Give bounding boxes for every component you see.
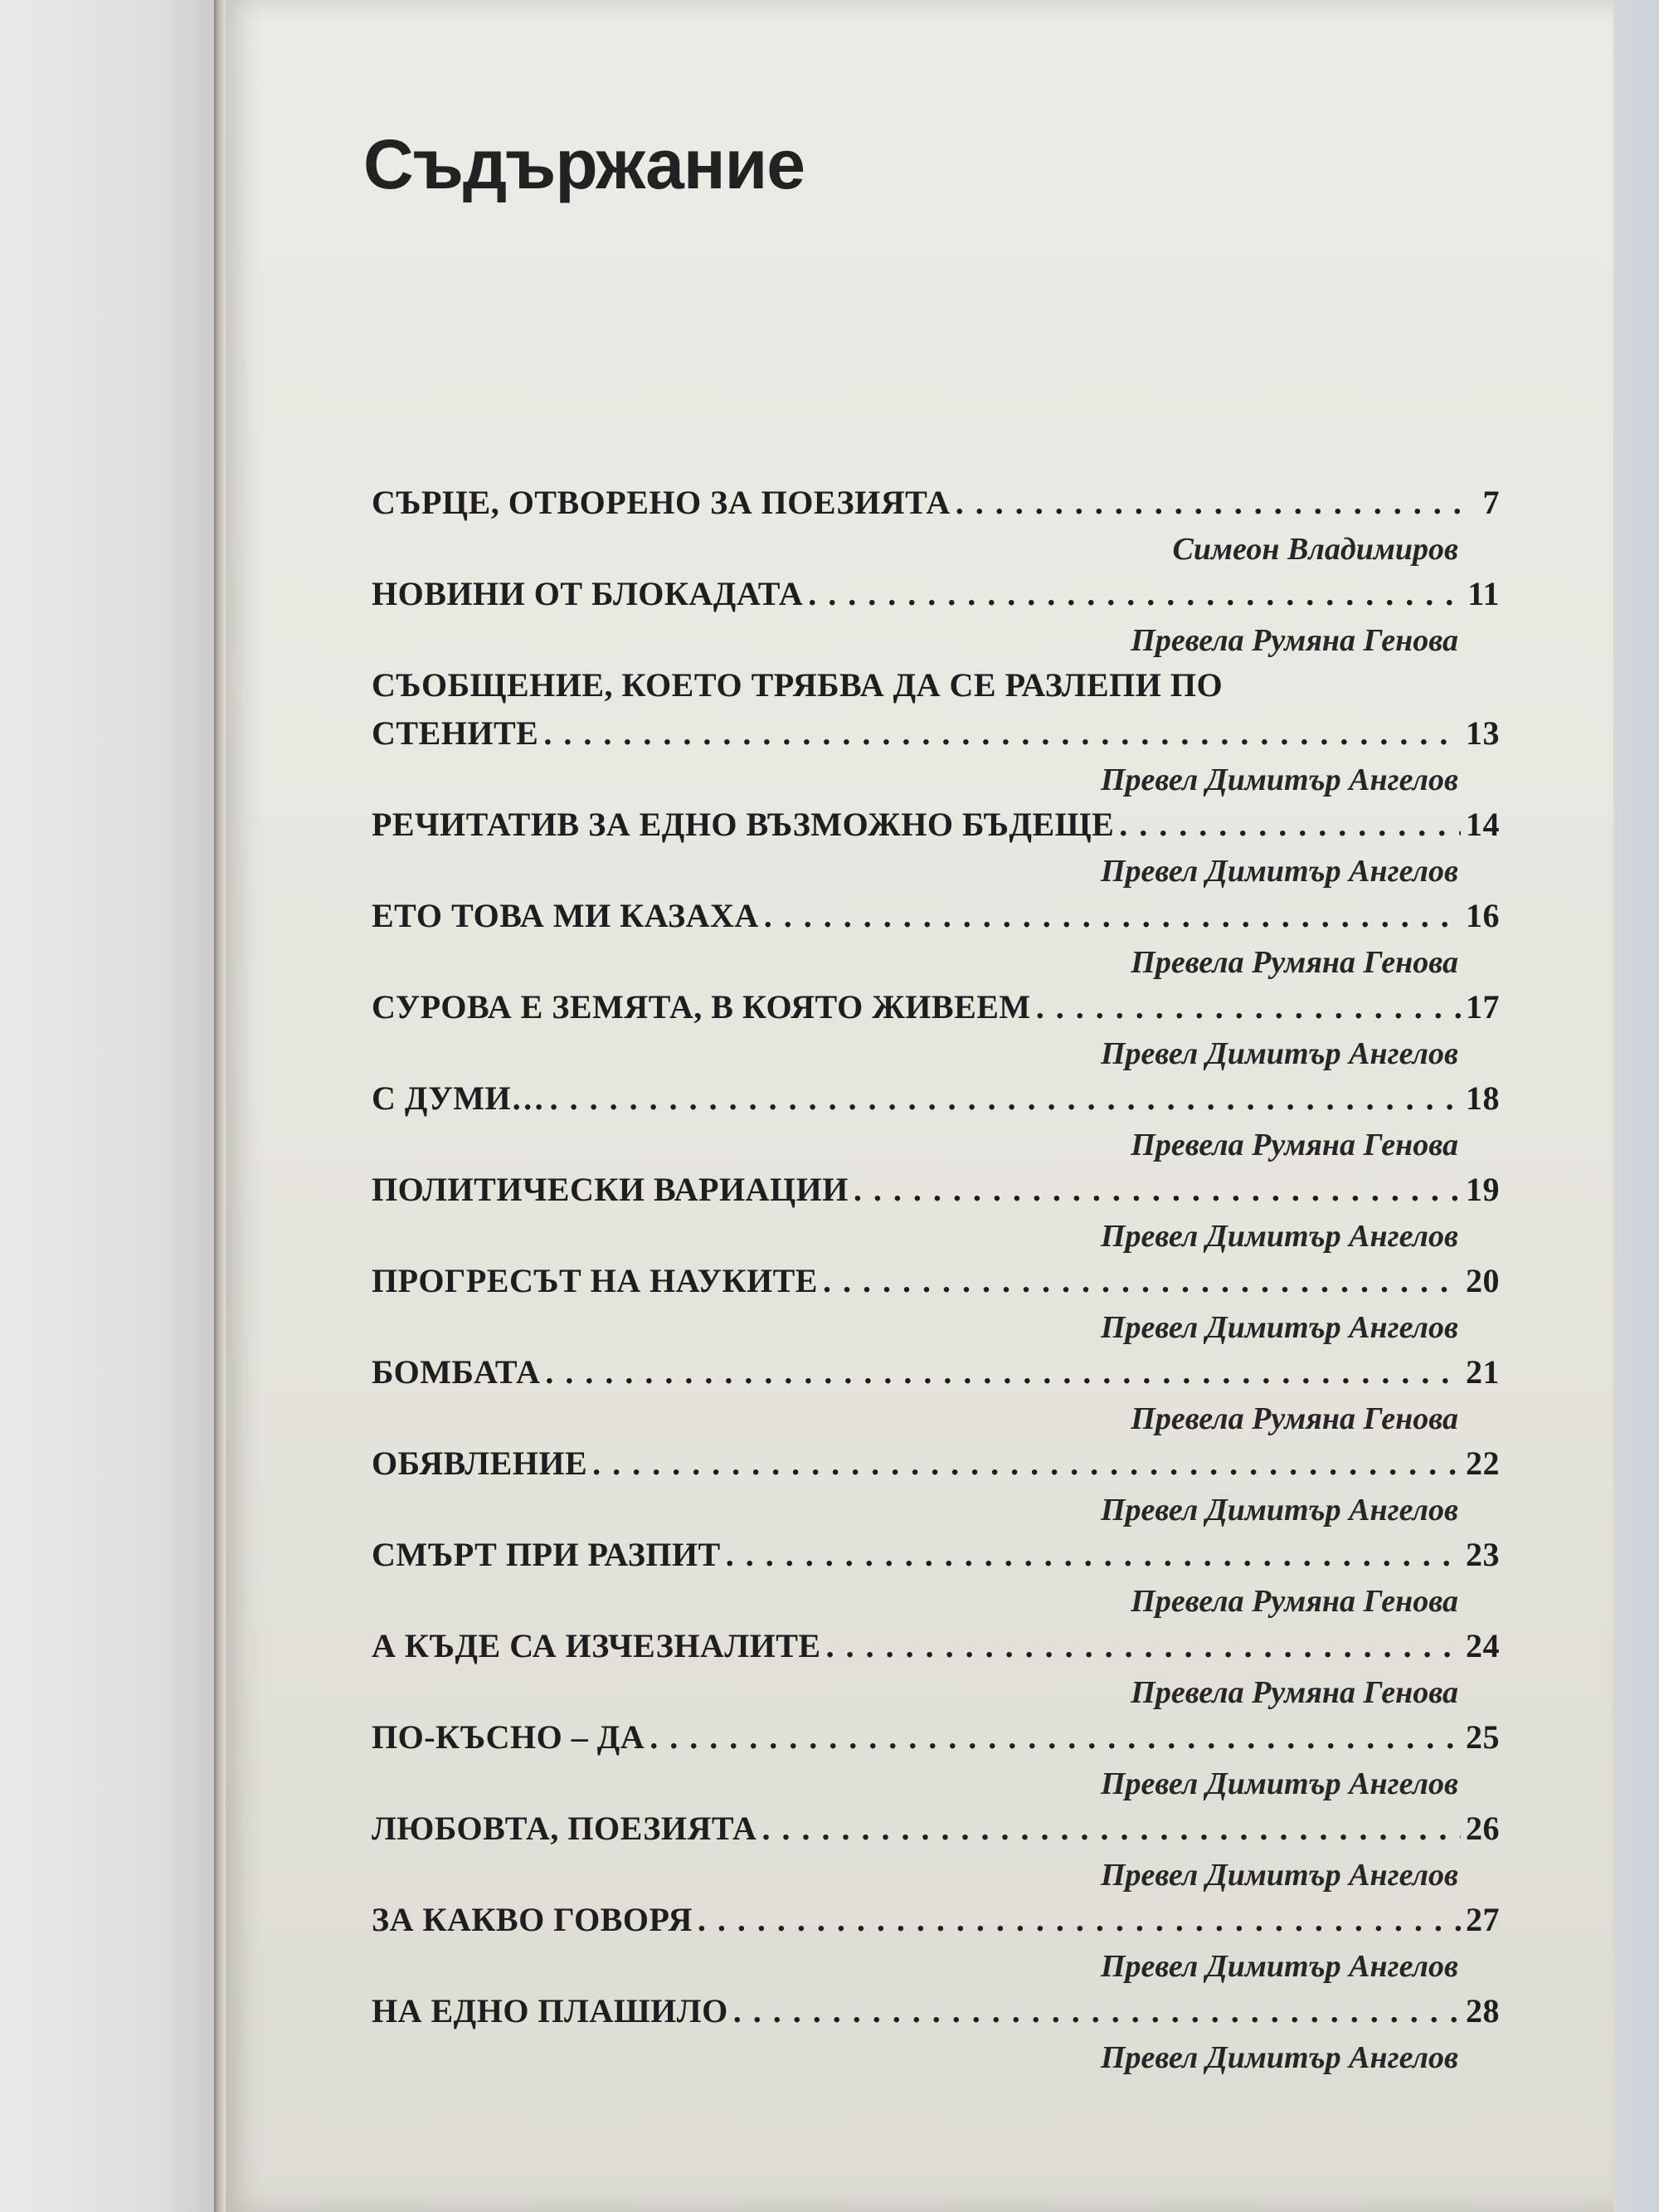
- entry-translator: Превела Румяна Генова: [1131, 623, 1458, 658]
- page-title: Съдържание: [363, 125, 805, 203]
- entry-translator: Превел Димитър Ангелов: [1100, 1858, 1458, 1893]
- dot-leader: [808, 574, 1462, 613]
- toc-entry: [372, 1170, 1500, 1261]
- toc-line: [372, 714, 1500, 762]
- entry-title: РЕЧИТАТИВ ЗА ЕДНО ВЪЗМОЖНО БЪДЕЩЕ: [372, 806, 1115, 843]
- toc-line: [372, 1626, 1500, 1674]
- toc-line: [372, 1717, 1500, 1766]
- dot-leader: [823, 1261, 1461, 1300]
- dot-leader: [698, 1900, 1461, 1939]
- entry-title: СУРОВА Е ЗЕМЯТА, В КОЯТО ЖИВЕЕМ: [372, 988, 1031, 1026]
- entry-title: ОБЯВЛЕНИЕ: [372, 1445, 588, 1482]
- dot-leader: [733, 1991, 1461, 2030]
- page-number: 20: [1466, 1262, 1500, 1299]
- left-page: [0, 0, 220, 2212]
- entry-translator: Превел Димитър Ангелов: [1100, 1766, 1458, 1801]
- entry-title-line1: СЪОБЩЕНИЕ, КОЕТО ТРЯБВА ДА СЕ РАЗЛЕПИ ПО: [372, 666, 1224, 704]
- toc-line: [372, 805, 1500, 853]
- entry-title: ЛЮБОВТА, ПОЕЗИЯТА: [372, 1810, 757, 1847]
- toc-line: [372, 1535, 1500, 1583]
- toc-entry: [372, 574, 1500, 665]
- page-number: 17: [1466, 988, 1500, 1026]
- page-number: 13: [1466, 714, 1500, 752]
- entry-translator: Превела Румяна Генова: [1131, 1128, 1458, 1162]
- toc-entry: [372, 896, 1500, 987]
- entry-translator: Превел Димитър Ангелов: [1100, 2040, 1458, 2075]
- page-number: 11: [1467, 575, 1500, 612]
- entry-title: БОМБАТА: [372, 1353, 541, 1391]
- toc-entry: [372, 1809, 1500, 1900]
- dot-leader: [649, 1717, 1461, 1756]
- toc-line: [372, 1079, 1500, 1127]
- dot-leader: [550, 1079, 1461, 1118]
- entry-title: СТЕНИТЕ: [372, 714, 539, 752]
- dot-leader: [545, 1352, 1461, 1391]
- entry-title: НА ЕДНО ПЛАШИЛО: [372, 1992, 728, 2029]
- toc-line: [372, 574, 1500, 622]
- entry-translator: Превел Димитър Ангелов: [1100, 1310, 1458, 1345]
- toc-entry: [372, 1079, 1500, 1170]
- dot-leader: [761, 1809, 1461, 1848]
- entry-title: ПОЛИТИЧЕСКИ ВАРИАЦИИ: [372, 1171, 849, 1208]
- entry-title: А КЪДЕ СА ИЗЧЕЗНАЛИТЕ: [372, 1627, 821, 1664]
- entry-translator: Превела Румяна Генова: [1131, 1401, 1458, 1436]
- table-of-contents: [372, 483, 1500, 2083]
- toc-entry: [372, 1535, 1500, 1626]
- entry-translator: Симеон Владимиров: [1172, 532, 1458, 567]
- toc-line: [372, 1900, 1500, 1948]
- dot-leader: [854, 1170, 1461, 1209]
- entry-title: ПО-КЪСНО – ДА: [372, 1718, 645, 1756]
- dot-leader: [1036, 987, 1461, 1026]
- entry-translator: Превел Димитър Ангелов: [1100, 854, 1458, 889]
- dot-leader: [826, 1626, 1461, 1665]
- page-number: 25: [1466, 1718, 1500, 1756]
- page-number: 19: [1466, 1171, 1500, 1208]
- page-number: 27: [1466, 1901, 1500, 1938]
- toc-line: [372, 483, 1500, 531]
- entry-title: ЕТО ТОВА МИ КАЗАХА: [372, 897, 759, 934]
- toc-entry: [372, 1626, 1500, 1717]
- toc-line-wrapped: [372, 665, 1500, 714]
- entry-title: НОВИНИ ОТ БЛОКАДАТА: [372, 575, 804, 612]
- entry-translator: Превела Румяна Генова: [1131, 1584, 1458, 1619]
- page-number: 14: [1466, 806, 1500, 843]
- entry-title: С ДУМИ…: [372, 1079, 545, 1117]
- toc-entry: [372, 987, 1500, 1079]
- page-number: 22: [1466, 1445, 1500, 1482]
- dot-leader: [1119, 805, 1461, 844]
- toc-line: [372, 896, 1500, 944]
- entry-title: СЪРЦЕ, ОТВОРЕНО ЗА ПОЕЗИЯТА: [372, 484, 951, 521]
- page-number: 21: [1466, 1353, 1500, 1391]
- entry-translator: Превел Димитър Ангелов: [1100, 1219, 1458, 1254]
- page-number: 24: [1466, 1627, 1500, 1664]
- entry-translator: Превел Димитър Ангелов: [1100, 1493, 1458, 1527]
- page-edge: [1613, 0, 1659, 2212]
- toc-line: [372, 1991, 1500, 2039]
- toc-line: [372, 1261, 1500, 1309]
- toc-entry: [372, 665, 1500, 805]
- page-number: 18: [1466, 1079, 1500, 1117]
- entry-title: СМЪРТ ПРИ РАЗПИТ: [372, 1536, 721, 1573]
- toc-entry: [372, 1352, 1500, 1444]
- toc-entry: [372, 483, 1500, 574]
- entry-translator: Превел Димитър Ангелов: [1100, 1036, 1458, 1071]
- toc-line: [372, 1444, 1500, 1492]
- page-number: 23: [1466, 1536, 1500, 1573]
- dot-leader: [726, 1535, 1461, 1574]
- page-number: 26: [1466, 1810, 1500, 1847]
- entry-translator: Превела Румяна Генова: [1131, 1675, 1458, 1710]
- dot-leader: [764, 896, 1461, 935]
- page-number: 28: [1466, 1992, 1500, 2029]
- book-gutter: [214, 0, 226, 2212]
- toc-line: [372, 1352, 1500, 1401]
- entry-title: ПРОГРЕСЪТ НА НАУКИТЕ: [372, 1262, 818, 1299]
- entry-title: ЗА КАКВО ГОВОРЯ: [372, 1901, 693, 1938]
- toc-line: [372, 1170, 1500, 1218]
- entry-translator: Превел Димитър Ангелов: [1100, 763, 1458, 797]
- toc-entry: [372, 1444, 1500, 1535]
- dot-leader: [543, 714, 1461, 753]
- toc-entry: [372, 1900, 1500, 1991]
- dot-leader: [592, 1444, 1461, 1483]
- toc-line: [372, 1809, 1500, 1857]
- page-number: 16: [1466, 897, 1500, 934]
- toc-entry: [372, 805, 1500, 896]
- toc-entry: [372, 1991, 1500, 2083]
- entry-translator: Превел Димитър Ангелов: [1100, 1949, 1458, 1984]
- dot-leader: [956, 483, 1462, 522]
- toc-line: [372, 987, 1500, 1035]
- entry-translator: Превела Румяна Генова: [1131, 945, 1458, 980]
- toc-entry: [372, 1717, 1500, 1809]
- page-number: 7: [1482, 484, 1500, 521]
- toc-entry: [372, 1261, 1500, 1352]
